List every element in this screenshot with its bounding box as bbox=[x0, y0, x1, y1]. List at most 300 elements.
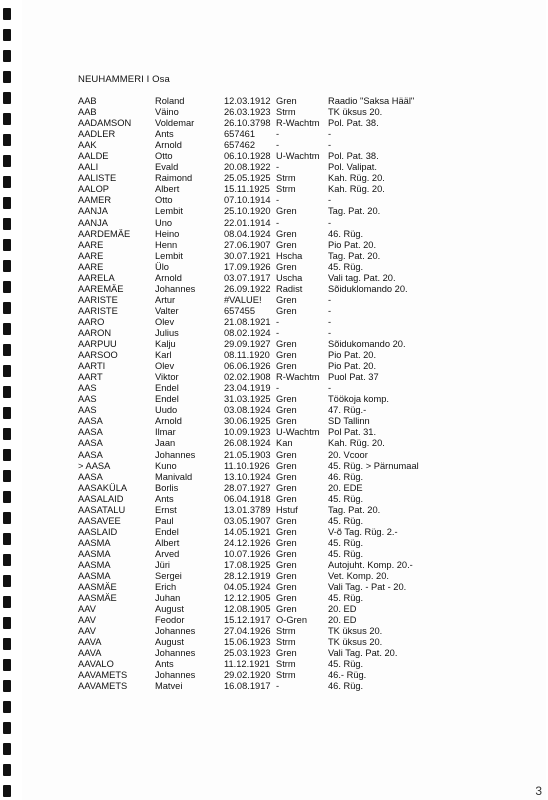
unit-cell: Sõiduklomando 20. bbox=[328, 283, 408, 294]
given-name-cell: Lembit bbox=[155, 206, 183, 217]
unit-cell: 20. ED bbox=[328, 615, 357, 626]
birth-date-cell: 08.11.1920 bbox=[224, 350, 270, 361]
unit-cell: 45. Rüg. bbox=[328, 537, 364, 548]
given-name-cell: Feodor bbox=[155, 615, 185, 626]
page-heading: NEUHAMMERI I Osa bbox=[78, 74, 170, 85]
table-row bbox=[78, 118, 518, 129]
birth-date-cell: 21.05.1903 bbox=[224, 449, 271, 460]
table-row bbox=[78, 273, 518, 284]
birth-date-cell: 26.08.1924 bbox=[224, 438, 271, 449]
rank-cell: Strm bbox=[276, 626, 296, 637]
surname-cell: AAVA bbox=[78, 648, 102, 659]
given-name-cell: Karl bbox=[155, 350, 172, 361]
given-name-cell: Roland bbox=[155, 96, 185, 106]
birth-date-cell: 28.07.1927 bbox=[224, 482, 271, 493]
table-row bbox=[78, 571, 518, 582]
given-name-cell: Otto bbox=[155, 151, 173, 162]
table-row bbox=[78, 184, 518, 195]
birth-date-cell: 12.03.1912 bbox=[224, 96, 271, 106]
surname-cell: AASAVEE bbox=[78, 515, 121, 526]
rank-cell: - bbox=[276, 129, 280, 140]
given-name-cell: Ants bbox=[155, 659, 174, 670]
given-name-cell: Albert bbox=[155, 184, 180, 195]
binding-hole bbox=[3, 386, 11, 398]
binding-hole bbox=[3, 281, 11, 293]
given-name-cell: Viktor bbox=[155, 372, 179, 383]
surname-cell: > AASA bbox=[78, 460, 111, 471]
surname-cell: AAK bbox=[78, 140, 97, 151]
table-row bbox=[78, 626, 518, 637]
birth-date-cell: 15.12.1917 bbox=[224, 615, 271, 626]
table-row bbox=[78, 140, 518, 151]
given-name-cell: Arnold bbox=[155, 140, 182, 151]
rank-cell: Gren bbox=[276, 350, 297, 361]
birth-date-cell: 14.05.1921 bbox=[224, 526, 271, 537]
unit-cell: Kah. Rüg. 20. bbox=[328, 438, 385, 449]
table-row bbox=[78, 560, 518, 571]
rank-cell: Gren bbox=[276, 471, 297, 482]
table-row bbox=[78, 306, 518, 317]
given-name-cell: August bbox=[155, 604, 184, 615]
table-row bbox=[78, 361, 518, 372]
rank-cell: Gren bbox=[276, 582, 297, 593]
given-name-cell: Endel bbox=[155, 383, 179, 394]
surname-cell: AARELA bbox=[78, 272, 115, 283]
table-row bbox=[78, 229, 518, 240]
given-name-cell: Jaan bbox=[155, 438, 176, 449]
surname-cell: AAB bbox=[78, 96, 97, 106]
binding-hole bbox=[3, 260, 11, 272]
given-name-cell: Henn bbox=[155, 239, 178, 250]
rank-cell: R-Wachtm bbox=[276, 118, 320, 129]
surname-cell: AANJA bbox=[78, 217, 108, 228]
birth-date-cell: 08.04.1924 bbox=[224, 228, 271, 239]
unit-cell: 45. Rüg. bbox=[328, 493, 364, 504]
rank-cell: Gren bbox=[276, 648, 297, 659]
given-name-cell: Evald bbox=[155, 162, 179, 173]
surname-cell: AASMÄE bbox=[78, 582, 117, 593]
unit-cell: Pio Pat. 20. bbox=[328, 350, 377, 361]
unit-cell: - bbox=[328, 129, 332, 140]
birth-date-cell: 11.12.1921 bbox=[224, 659, 270, 670]
table-row bbox=[78, 317, 518, 328]
birth-date-cell: 03.07.1917 bbox=[224, 272, 271, 283]
binding-hole bbox=[3, 785, 11, 797]
surname-cell: AAB bbox=[78, 107, 97, 118]
birth-date-cell: 657462 bbox=[224, 140, 256, 151]
rank-cell: Strm bbox=[276, 184, 296, 195]
binding-hole bbox=[3, 344, 11, 356]
rank-cell: R-Wachtm bbox=[276, 372, 320, 383]
table-row bbox=[78, 405, 518, 416]
unit-cell: Vali Tag. - Pat - 20. bbox=[328, 582, 407, 593]
rank-cell: Gren bbox=[276, 261, 297, 272]
binding-hole bbox=[3, 554, 11, 566]
rank-cell: Gren bbox=[276, 339, 297, 350]
table-row bbox=[78, 427, 518, 438]
table-row bbox=[78, 582, 518, 593]
binding-hole bbox=[3, 764, 11, 776]
birth-date-cell: 22.01.1914 bbox=[224, 217, 271, 228]
table-row bbox=[78, 472, 518, 483]
unit-cell: Pol. Valipat. bbox=[328, 162, 377, 173]
table-row bbox=[78, 394, 518, 405]
binding-hole bbox=[3, 134, 11, 146]
rank-cell: - bbox=[276, 327, 280, 338]
given-name-cell: Arnold bbox=[155, 416, 182, 427]
table-row bbox=[78, 107, 518, 118]
rank-cell: Gren bbox=[276, 206, 297, 217]
surname-cell: AASMA bbox=[78, 571, 111, 582]
rank-cell: Gren bbox=[276, 593, 297, 604]
table-row bbox=[78, 549, 518, 560]
unit-cell: TK üksus 20. bbox=[328, 107, 383, 118]
rank-cell: Gren bbox=[276, 305, 297, 316]
surname-cell: AASMA bbox=[78, 559, 111, 570]
birth-date-cell: 30.07.1921 bbox=[224, 250, 271, 261]
given-name-cell: Kuno bbox=[155, 460, 177, 471]
table-row bbox=[78, 129, 518, 140]
birth-date-cell: 16.08.1917 bbox=[224, 681, 271, 692]
given-name-cell: August bbox=[155, 637, 184, 648]
given-name-cell: Olev bbox=[155, 316, 175, 327]
given-name-cell: Julius bbox=[155, 327, 179, 338]
birth-date-cell: 20.08.1922 bbox=[224, 162, 271, 173]
rank-cell: Gren bbox=[276, 460, 297, 471]
unit-cell: - bbox=[328, 316, 332, 327]
rank-cell: - bbox=[276, 316, 280, 327]
table-row bbox=[78, 173, 518, 184]
birth-date-cell: 15.11.1925 bbox=[224, 184, 270, 195]
surname-cell: AARPUU bbox=[78, 339, 117, 350]
given-name-cell: Artur bbox=[155, 294, 176, 305]
binding-hole bbox=[3, 491, 11, 503]
surname-cell: AAV bbox=[78, 626, 96, 637]
unit-cell: 47. Rüg.- bbox=[328, 405, 367, 416]
table-row bbox=[78, 295, 518, 306]
binding-hole bbox=[3, 428, 11, 440]
binding-hole bbox=[3, 197, 11, 209]
given-name-cell: Endel bbox=[155, 526, 179, 537]
table-row bbox=[78, 450, 518, 461]
rank-cell: Radist bbox=[276, 283, 303, 294]
given-name-cell: Valter bbox=[155, 305, 179, 316]
given-name-cell: Arnold bbox=[155, 272, 182, 283]
rank-cell: Gren bbox=[276, 559, 297, 570]
birth-date-cell: 03.05.1907 bbox=[224, 515, 271, 526]
surname-cell: AARISTE bbox=[78, 294, 118, 305]
unit-cell: Pol Pat. 31. bbox=[328, 427, 377, 438]
unit-cell: Tag. Pat. 20. bbox=[328, 206, 381, 217]
surname-cell: AARSOO bbox=[78, 350, 118, 361]
roster-table bbox=[78, 96, 518, 693]
given-name-cell: Matvei bbox=[155, 681, 183, 692]
table-row bbox=[78, 328, 518, 339]
rank-cell: Strm bbox=[276, 173, 296, 184]
given-name-cell: Johannes bbox=[155, 283, 196, 294]
rank-cell: U-Wachtm bbox=[276, 427, 320, 438]
table-row bbox=[78, 516, 518, 527]
birth-date-cell: 06.10.1928 bbox=[224, 151, 271, 162]
unit-cell: - bbox=[328, 383, 332, 394]
birth-date-cell: 29.09.1927 bbox=[224, 339, 271, 350]
table-row bbox=[78, 527, 518, 538]
birth-date-cell: 29.02.1920 bbox=[224, 670, 271, 681]
table-row bbox=[78, 505, 518, 516]
rank-cell: Hstuf bbox=[276, 504, 298, 515]
table-row bbox=[78, 494, 518, 505]
table-row bbox=[78, 648, 518, 659]
rank-cell: Hscha bbox=[276, 250, 303, 261]
table-row bbox=[78, 461, 518, 472]
birth-date-cell: 21.08.1921 bbox=[224, 316, 271, 327]
unit-cell: Raadio "Saksa Hääl" bbox=[328, 96, 415, 106]
given-name-cell: Borlis bbox=[155, 482, 179, 493]
rank-cell: Gren bbox=[276, 449, 297, 460]
table-row bbox=[78, 593, 518, 604]
birth-date-cell: 26.10.3798 bbox=[224, 118, 271, 129]
table-row bbox=[78, 383, 518, 394]
rank-cell: Gren bbox=[276, 405, 297, 416]
unit-cell: 20. ED bbox=[328, 604, 357, 615]
unit-cell: Pol. Pat. 38. bbox=[328, 151, 379, 162]
surname-cell: AAMER bbox=[78, 195, 112, 206]
unit-cell: Sõidukomando 20. bbox=[328, 339, 406, 350]
birth-date-cell: 28.12.1919 bbox=[224, 571, 271, 582]
table-row bbox=[78, 438, 518, 449]
unit-cell: - bbox=[328, 305, 332, 316]
spiral-binding bbox=[0, 0, 18, 800]
birth-date-cell: 11.10.1926 bbox=[224, 460, 270, 471]
unit-cell: - bbox=[328, 327, 332, 338]
birth-date-cell: 26.09.1922 bbox=[224, 283, 271, 294]
surname-cell: AASLAID bbox=[78, 526, 118, 537]
birth-date-cell: 10.09.1923 bbox=[224, 427, 271, 438]
rank-cell: - bbox=[276, 140, 280, 151]
table-row bbox=[78, 604, 518, 615]
surname-cell: AAS bbox=[78, 405, 97, 416]
birth-date-cell: 17.09.1926 bbox=[224, 261, 271, 272]
given-name-cell: Arved bbox=[155, 548, 180, 559]
surname-cell: AAVA bbox=[78, 637, 102, 648]
birth-date-cell: 13.10.1924 bbox=[224, 471, 271, 482]
birth-date-cell: 26.03.1923 bbox=[224, 107, 271, 118]
table-row bbox=[78, 151, 518, 162]
binding-hole bbox=[3, 218, 11, 230]
surname-cell: AASATALU bbox=[78, 504, 126, 515]
surname-cell: AAV bbox=[78, 604, 96, 615]
unit-cell: - bbox=[328, 217, 332, 228]
table-row bbox=[78, 416, 518, 427]
rank-cell: Kan bbox=[276, 438, 293, 449]
given-name-cell: Väino bbox=[155, 107, 179, 118]
birth-date-cell: 04.05.1924 bbox=[224, 582, 271, 593]
surname-cell: AASMA bbox=[78, 548, 111, 559]
birth-date-cell: 08.02.1924 bbox=[224, 327, 271, 338]
given-name-cell: Uudo bbox=[155, 405, 178, 416]
unit-cell: 45. Rüg. bbox=[328, 548, 364, 559]
surname-cell: AASA bbox=[78, 427, 103, 438]
surname-cell: AAS bbox=[78, 383, 97, 394]
unit-cell: Autojuht. Komp. 20.- bbox=[328, 559, 413, 570]
birth-date-cell: 17.08.1925 bbox=[224, 559, 271, 570]
rank-cell: Gren bbox=[276, 571, 297, 582]
surname-cell: AASA bbox=[78, 449, 103, 460]
rank-cell: - bbox=[276, 217, 280, 228]
given-name-cell: Sergei bbox=[155, 571, 182, 582]
birth-date-cell: 03.08.1924 bbox=[224, 405, 271, 416]
birth-date-cell: 15.06.1923 bbox=[224, 637, 271, 648]
birth-date-cell: 12.12.1905 bbox=[224, 593, 271, 604]
surname-cell: AARDEMÄE bbox=[78, 228, 131, 239]
binding-hole bbox=[3, 449, 11, 461]
unit-cell: Tag. Pat. 20. bbox=[328, 504, 381, 515]
binding-hole bbox=[3, 533, 11, 545]
binding-hole bbox=[3, 407, 11, 419]
binding-hole bbox=[3, 302, 11, 314]
surname-cell: AADLER bbox=[78, 129, 116, 140]
unit-cell: 20. EDE bbox=[328, 482, 363, 493]
unit-cell: Vali tag. Pat. 20. bbox=[328, 272, 396, 283]
unit-cell: Vali Tag. Pat. 20. bbox=[328, 648, 398, 659]
rank-cell: Gren bbox=[276, 294, 297, 305]
given-name-cell: Endel bbox=[155, 394, 179, 405]
table-row bbox=[78, 240, 518, 251]
unit-cell: Kah. Rüg. 20. bbox=[328, 173, 385, 184]
rank-cell: O-Gren bbox=[276, 615, 307, 626]
surname-cell: AALDE bbox=[78, 151, 109, 162]
given-name-cell: Ernst bbox=[155, 504, 177, 515]
binding-hole bbox=[3, 722, 11, 734]
unit-cell: 45. Rüg. bbox=[328, 261, 364, 272]
birth-date-cell: 25.03.1923 bbox=[224, 648, 271, 659]
unit-cell: Tag. Pat. 20. bbox=[328, 250, 381, 261]
table-row bbox=[78, 659, 518, 670]
surname-cell: AAREMÄE bbox=[78, 283, 124, 294]
rank-cell: Gren bbox=[276, 361, 297, 372]
binding-hole bbox=[3, 638, 11, 650]
given-name-cell: Raimond bbox=[155, 173, 193, 184]
surname-cell: AASAKÜLA bbox=[78, 482, 128, 493]
birth-date-cell: 06.06.1926 bbox=[224, 361, 271, 372]
surname-cell: AARO bbox=[78, 316, 105, 327]
unit-cell: Kah. Rüg. 20. bbox=[328, 184, 385, 195]
rank-cell: Gren bbox=[276, 482, 297, 493]
given-name-cell: Jüri bbox=[155, 559, 170, 570]
binding-hole bbox=[3, 596, 11, 608]
rank-cell: Gren bbox=[276, 239, 297, 250]
unit-cell: Pio Pat. 20. bbox=[328, 361, 377, 372]
unit-cell: SD Tallinn bbox=[328, 416, 370, 427]
table-row bbox=[78, 251, 518, 262]
unit-cell: - bbox=[328, 195, 332, 206]
surname-cell: AARE bbox=[78, 239, 104, 250]
table-row bbox=[78, 96, 518, 107]
binding-hole bbox=[3, 8, 11, 20]
birth-date-cell: 24.12.1926 bbox=[224, 537, 271, 548]
table-row bbox=[78, 483, 518, 494]
table-row bbox=[78, 681, 518, 692]
surname-cell: AASA bbox=[78, 416, 103, 427]
table-row bbox=[78, 339, 518, 350]
rank-cell: Gren bbox=[276, 604, 297, 615]
rank-cell: Uscha bbox=[276, 272, 303, 283]
unit-cell: 45. Rüg. bbox=[328, 659, 364, 670]
rank-cell: Gren bbox=[276, 394, 297, 405]
rank-cell: Gren bbox=[276, 228, 297, 239]
birth-date-cell: 31.03.1925 bbox=[224, 394, 271, 405]
surname-cell: AALI bbox=[78, 162, 99, 173]
given-name-cell: Ilmar bbox=[155, 427, 176, 438]
rank-cell: Strm bbox=[276, 637, 296, 648]
rank-cell: Gren bbox=[276, 416, 297, 427]
surname-cell: AARTI bbox=[78, 361, 106, 372]
surname-cell: AAVAMETS bbox=[78, 670, 128, 681]
unit-cell: Pio Pat. 20. bbox=[328, 239, 377, 250]
binding-hole bbox=[3, 617, 11, 629]
table-row bbox=[78, 262, 518, 273]
given-name-cell: Johannes bbox=[155, 626, 196, 637]
rank-cell: Strm bbox=[276, 670, 296, 681]
surname-cell: AARON bbox=[78, 327, 112, 338]
binding-hole bbox=[3, 323, 11, 335]
surname-cell: AAVAMETS bbox=[78, 681, 128, 692]
table-row bbox=[78, 195, 518, 206]
surname-cell: AART bbox=[78, 372, 103, 383]
surname-cell: AASA bbox=[78, 438, 103, 449]
given-name-cell: Ants bbox=[155, 493, 174, 504]
given-name-cell: Lembit bbox=[155, 250, 183, 261]
given-name-cell: Johannes bbox=[155, 670, 196, 681]
unit-cell: Puol Pat. 37 bbox=[328, 372, 379, 383]
unit-cell: TK üksus 20. bbox=[328, 626, 383, 637]
rank-cell: - bbox=[276, 681, 280, 692]
birth-date-cell: 06.04.1918 bbox=[224, 493, 271, 504]
given-name-cell: Olev bbox=[155, 361, 175, 372]
rank-cell: U-Wachtm bbox=[276, 151, 320, 162]
binding-hole bbox=[3, 659, 11, 671]
unit-cell: 45. Rüg. bbox=[328, 593, 364, 604]
given-name-cell: Ülo bbox=[155, 261, 169, 272]
given-name-cell: Juhan bbox=[155, 593, 181, 604]
surname-cell: AADAMSON bbox=[78, 118, 132, 129]
table-row bbox=[78, 218, 518, 229]
birth-date-cell: 12.08.1905 bbox=[224, 604, 271, 615]
unit-cell: 46. Rüg. bbox=[328, 228, 364, 239]
unit-cell: 46.- Rüg. bbox=[328, 670, 367, 681]
birth-date-cell: 27.06.1907 bbox=[224, 239, 271, 250]
unit-cell: 45. Rüg. > Pärnumaal bbox=[328, 460, 419, 471]
given-name-cell: Erich bbox=[155, 582, 177, 593]
table-row bbox=[78, 206, 518, 217]
given-name-cell: Otto bbox=[155, 195, 173, 206]
birth-date-cell: 13.01.3789 bbox=[224, 504, 271, 515]
surname-cell: AAS bbox=[78, 394, 97, 405]
binding-hole bbox=[3, 470, 11, 482]
binding-hole bbox=[3, 176, 11, 188]
given-name-cell: Albert bbox=[155, 537, 180, 548]
unit-cell: Töökoja komp. bbox=[328, 394, 389, 405]
given-name-cell: Paul bbox=[155, 515, 174, 526]
unit-cell: - bbox=[328, 140, 332, 151]
unit-cell: 45. Rüg. bbox=[328, 515, 364, 526]
unit-cell: Vet. Komp. 20. bbox=[328, 571, 389, 582]
binding-hole bbox=[3, 155, 11, 167]
birth-date-cell: 25.10.1920 bbox=[224, 206, 271, 217]
surname-cell: AARISTE bbox=[78, 305, 118, 316]
binding-hole bbox=[3, 365, 11, 377]
rank-cell: Gren bbox=[276, 515, 297, 526]
